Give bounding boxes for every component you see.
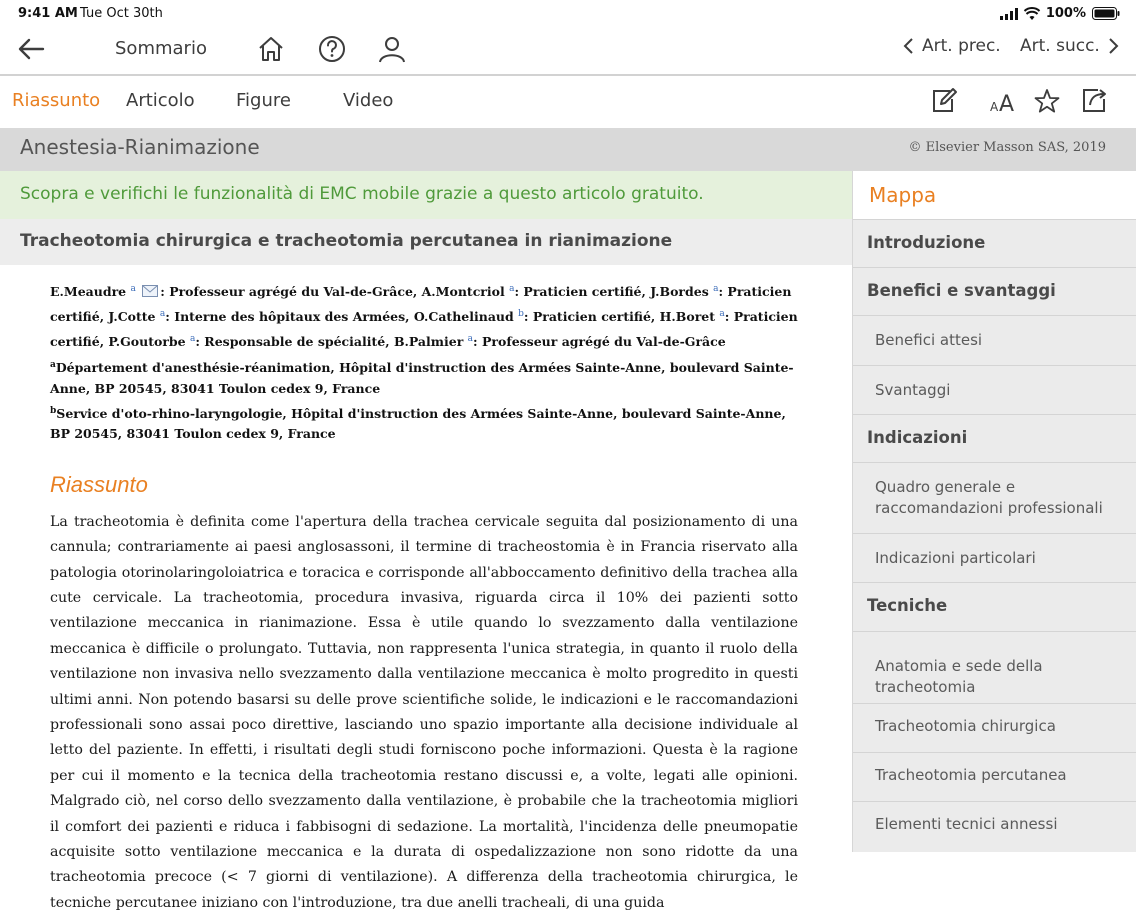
toc-label: Tracheotomia percutanea — [875, 766, 1067, 784]
chevron-right-icon — [1108, 37, 1120, 55]
author-role: : Responsable de spécialité, — [195, 334, 394, 350]
toc-item-anatomia[interactable] — [853, 631, 1136, 703]
svg-text:A: A — [999, 92, 1015, 117]
status-time: 9:41 AM — [18, 6, 78, 21]
toc-item-introduzione[interactable] — [853, 219, 1136, 267]
home-icon[interactable] — [252, 30, 290, 68]
help-icon[interactable] — [313, 30, 351, 68]
author-role: : Professeur agrégé du Val-de-Grâce, — [160, 284, 422, 300]
affiliation-ref: a — [719, 309, 725, 320]
copyright-notice: © Elsevier Masson SAS, 2019 — [908, 140, 1106, 155]
toc-item-svantaggi[interactable] — [853, 365, 1136, 414]
tab-riassunto[interactable]: Riassunto — [12, 90, 101, 111]
author-name[interactable]: J.Bordes — [650, 284, 709, 300]
toc-item-benefici-svantaggi[interactable] — [853, 267, 1136, 315]
toc-label: Tecniche — [867, 596, 948, 615]
affiliation-a — [50, 355, 798, 398]
affiliation-ref: a — [130, 284, 136, 294]
svg-text:A: A — [990, 100, 999, 114]
abstract-text: La tracheotomia è definita come l'apertura della trachea cervicale seguita dal posizionamento di una cannula; contrariamente ai paesi anglosassoni, il termine di tracheostomia è in Francia riservato alla patologia otorinolaringoloiatrica e toracica e corrisponde all'abboccamento definitivo della trachea alla cute cervicale. La tracheotomia, procedura invasiva, riguarda circa il 10% dei pazienti sotto ventilazione meccanica in rianimazione. Essa è utile quando lo svezzamento dalla ventilazione meccanica è difficile o prolungato. Tuttavia, non rappresenta l'unica strategia, in quanto il ruolo della ventilazione non invasiva nello svezzamento dalla ventilazione meccanica è molto progredito in questi ultimi anni. Non potendo basarsi su delle prove scientifiche solide, le indicazioni e le raccomandazioni professionali sono assai poco direttive, lasciando uno spazio importante alla decisione individuale al letto del paziente. In effetti, i risultati degli studi forniscono poche informazioni. Questa è la ragione per cui il momento e la tecnica della tracheotomia restano discussi e, a volte, legati alle opinioni. Malgrado ciò, nel corso dello svezzamento dalla ventilazione, è probabile che la tracheotomia migliori il comfort dei pazienti e riduca i fabbisogni di sedazione. La mortalità, l'incidenza delle pneumopatie acquisite sotto ventilazione meccanica e la durata di ospedalizzazione non sono ridotte da una tracheotomia precoce (< 7 giorni di ventilazione). A differenza della tracheotomia chirurgica, le tecniche percutanee iniziano con l'introduzione, tra due anelli tracheali, di una guida — [50, 513, 798, 911]
toc-label: Introduzione — [867, 233, 986, 252]
user-profile-icon[interactable] — [373, 30, 411, 68]
toc-item-tracheotomia-percutanea[interactable] — [853, 752, 1136, 801]
previous-article-label: Art. prec. — [922, 36, 1001, 56]
author-role: : Praticien certifié, — [50, 284, 792, 325]
map-title: Mappa — [853, 171, 1136, 219]
next-article-button[interactable] — [1020, 36, 1120, 56]
author-role: : Professeur agrégé du Val-de-Grâce — [473, 334, 726, 350]
back-arrow-icon[interactable] — [12, 30, 50, 68]
discipline-title: Anestesia-Rianimazione — [20, 135, 260, 159]
toc-label: Indicazioni particolari — [875, 549, 1036, 567]
next-article-label: Art. succ. — [1020, 36, 1100, 56]
toc-item-benefici-attesi[interactable] — [853, 315, 1136, 365]
status-date: Tue Oct 30th — [80, 6, 163, 21]
author-role: : Praticien certifié, — [514, 284, 651, 300]
affiliation-ref: a — [713, 284, 719, 294]
email-icon[interactable] — [142, 285, 158, 297]
sommario-link[interactable]: Sommario — [115, 38, 207, 59]
promo-banner — [0, 171, 852, 219]
affiliation-ref: a — [189, 334, 196, 345]
author-role: : Praticien certifié, — [523, 309, 660, 325]
author-name[interactable]: B.Palmier — [393, 334, 464, 350]
status-bar — [0, 0, 1136, 28]
toc-label: Anatomia e sede della tracheotomia — [875, 657, 1043, 696]
author-name[interactable]: E.Meaudre — [50, 284, 127, 300]
battery-icon — [1092, 7, 1120, 20]
author-name[interactable]: H.Boret — [659, 309, 716, 325]
author-role: : Praticien certifié, — [50, 309, 798, 350]
toc-item-quadro-generale[interactable] — [853, 462, 1136, 533]
tab-articolo[interactable]: Articolo — [126, 90, 195, 111]
tab-figure[interactable]: Figure — [236, 90, 291, 111]
note-edit-icon[interactable] — [927, 84, 961, 118]
tab-bar — [0, 76, 1136, 128]
toc-item-elementi-tecnici[interactable] — [853, 801, 1136, 850]
article-title-bar — [0, 219, 852, 265]
map-sidebar — [852, 171, 1136, 852]
authors-block — [50, 278, 798, 353]
affiliation-ref: a — [159, 309, 166, 320]
tab-video[interactable]: Video — [343, 90, 394, 111]
toc-label: Tracheotomia chirurgica — [875, 717, 1056, 735]
affiliation-text: Département d'anesthésie-réanimation, Hôpital d'instruction des Armées Sainte-Anne, boulevard Sainte-Anne, BP 20545, 83041 Toulon cedex 9, France — [50, 360, 794, 396]
toc-label: Indicazioni — [867, 428, 968, 447]
discipline-bar — [0, 128, 1136, 171]
author-name[interactable]: A.Montcriol — [421, 284, 505, 300]
toc-item-tecniche[interactable] — [853, 582, 1136, 631]
affiliation-marker: a — [50, 360, 56, 371]
affiliation-b — [50, 401, 798, 444]
chevron-left-icon — [902, 37, 914, 55]
author-name[interactable]: P.Goutorbe — [108, 334, 186, 350]
affiliation-ref: b — [518, 309, 524, 320]
affiliation-marker: b — [50, 405, 57, 416]
author-name[interactable]: J.Cotte — [108, 309, 156, 325]
battery-percent: 100% — [1045, 6, 1086, 21]
status-indicators — [1000, 6, 1120, 21]
font-size-icon[interactable] — [986, 84, 1020, 118]
article-title: Tracheotomia chirurgica e tracheotomia percutanea in rianimazione — [20, 231, 673, 251]
promo-text: Scopra e verifichi le funzionalità di EMC mobile grazie a questo articolo gratuito. — [20, 184, 704, 204]
affiliation-ref: a — [509, 284, 515, 294]
toc-item-tracheotomia-chirurgica[interactable] — [853, 703, 1136, 752]
signal-icon — [1000, 8, 1018, 20]
toc-label: Svantaggi — [875, 381, 951, 399]
toc-item-indicazioni[interactable] — [853, 414, 1136, 462]
author-name[interactable]: O.Cathelinaud — [413, 309, 514, 325]
toc-label: Quadro generale e raccomandazioni professionali — [875, 478, 1103, 517]
section-heading: Riassunto — [50, 471, 148, 497]
toc-item-indicazioni-particolari[interactable] — [853, 533, 1136, 582]
author-role: : Interne des hôpitaux des Armées, — [165, 309, 414, 325]
toc-label: Benefici e svantaggi — [867, 281, 1056, 300]
article-content — [50, 278, 798, 911]
top-navigation — [0, 28, 1136, 74]
share-icon[interactable] — [1077, 84, 1111, 118]
wifi-icon — [1024, 8, 1040, 20]
previous-article-button[interactable] — [902, 36, 1001, 56]
toc-label: Benefici attesi — [875, 331, 983, 349]
affiliation-text: Service d'oto-rhino-laryngologie, Hôpital d'instruction des Armées Sainte-Anne, boulevard Sainte-Anne, BP 20545, 83041 Toulon cedex 9, France — [50, 405, 786, 441]
favorite-star-icon[interactable] — [1030, 84, 1064, 118]
affiliation-ref: a — [467, 334, 474, 345]
toc-label: Elementi tecnici annessi — [875, 815, 1058, 833]
